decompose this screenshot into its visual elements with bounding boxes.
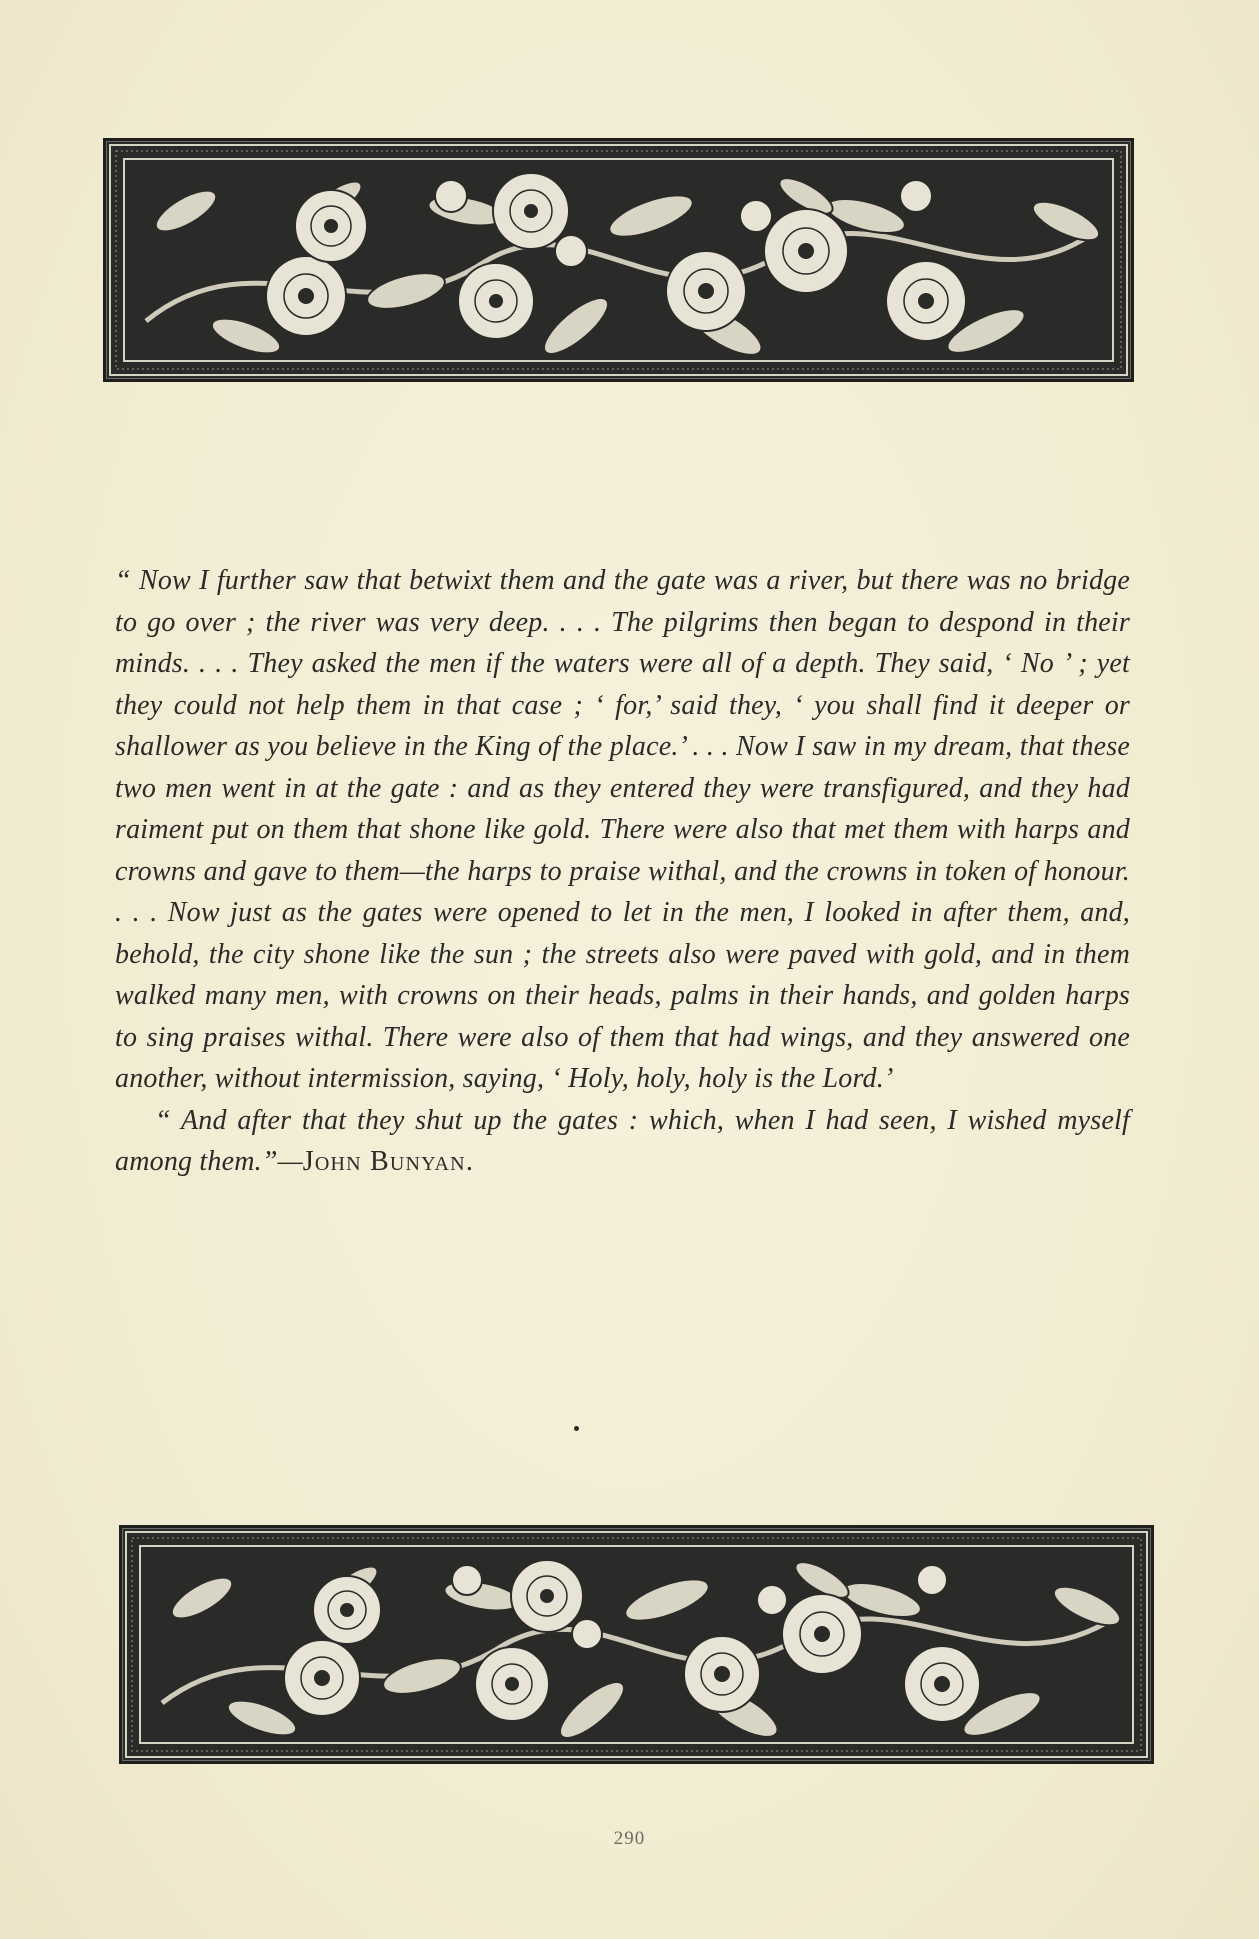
top-floral-band <box>103 138 1134 382</box>
floral-band-icon <box>106 141 1131 379</box>
bottom-floral-band <box>119 1525 1154 1764</box>
page-number: 290 <box>613 1828 646 1849</box>
quotation-paragraph-1: “ Now I further saw that betwixt them and the gate was a river, but there was no bridge to go over ; the river was very deep. . . . The pilgrims then began to despond in their minds. . . . They asked the men if the waters were all of a depth. They said, ‘ No ’ ; yet they could not help them in that case ; ‘ for,’ said they, ‘ you shall find it deeper or shallower as you believe in the King of the place.’ . . . Now I saw in my dream, that these two men went in at the gate : and as they entered they were transfigured, and they had raiment put on them that shone like gold. There were also that met them with harps and crowns and gave to them—the harps to praise withal, and the crowns in token of honour. . . . Now just as the gates were opened to let in the men, I looked in after them, and, behold, the city shone like the sun ; the streets also were paved with gold, and in them walked many men, with crowns on their heads, palms in their hands, and golden harps to sing praises withal. There were also of them that had wings, and they answered one another, without intermission, saying, ‘ Holy, holy, holy is the Lord.’ <box>115 565 1130 1094</box>
quotation-text <box>115 560 1130 1183</box>
small-dot-mark <box>574 1426 579 1431</box>
author-name: John Bunyan. <box>302 1146 475 1177</box>
floral-band-icon <box>122 1528 1151 1761</box>
quotation-paragraph-2-text: “ And after that they shut up the gates : which, when I had seen, I wished myself among them.”— <box>115 1104 1130 1177</box>
quotation-paragraph-2 <box>115 1100 1130 1183</box>
